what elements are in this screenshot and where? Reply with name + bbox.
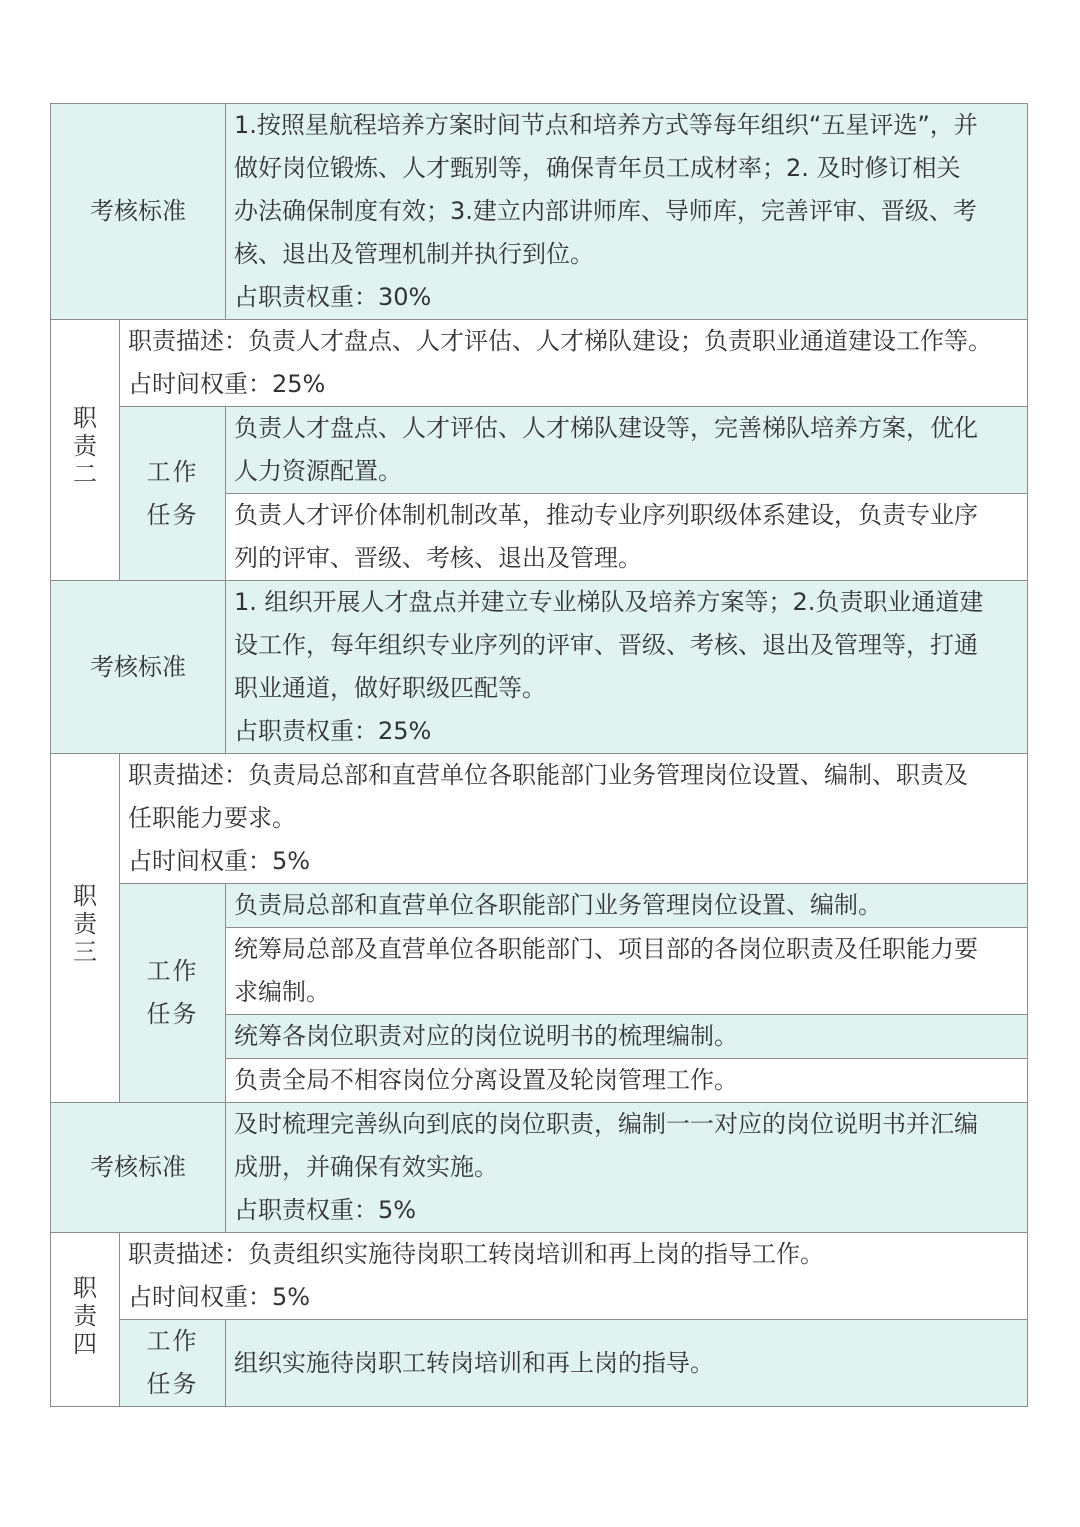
time-weight-text: 占时间权重：5% (128, 847, 311, 875)
duty-weight-text: 占职责权重：5% (234, 1196, 417, 1224)
task-line: 人力资源配置。 (234, 457, 402, 485)
task-line: 求编制。 (234, 978, 330, 1006)
assessment-line: 及时梳理完善纵向到底的岗位职责，编制一一对应的岗位说明书并汇编 (234, 1110, 978, 1138)
duty-label: 职责四 (73, 1273, 97, 1358)
assessment-content-cell (226, 581, 1028, 754)
duty-description-row (51, 1233, 1028, 1320)
assessment-line: 办法确保制度有效；3.建立内部讲师库、导师库，完善评审、晋级、考 (234, 197, 977, 225)
duty-description-row (51, 754, 1028, 884)
duty-label: 职责二 (73, 404, 97, 488)
task-label-cell (120, 1320, 226, 1407)
duty-weight-text: 占职责权重：30% (234, 283, 432, 311)
task-line: 组织实施待岗职工转岗培训和再上岗的指导。 (234, 1348, 714, 1377)
duty-label-cell (51, 1233, 120, 1407)
assessment-label: 考核标准 (90, 652, 186, 681)
assessment-content-cell (226, 1103, 1028, 1233)
duty-label-cell (51, 320, 120, 581)
duty-description-cell (120, 754, 1028, 884)
duty-description-cell (120, 1233, 1028, 1320)
task-cell (226, 928, 1028, 1015)
task-row (51, 1320, 1028, 1407)
assessment-label-cell (51, 104, 226, 320)
task-line: 统筹各岗位职责对应的岗位说明书的梳理编制。 (234, 1022, 738, 1050)
task-label: 工作任务 (146, 1327, 199, 1398)
duty-weight-text: 占职责权重：25% (234, 717, 432, 745)
assessment-line: 做好岗位锻炼、人才甄别等，确保青年员工成材率；2. 及时修订相关 (234, 154, 961, 182)
task-cell (226, 494, 1028, 581)
assessment-standard-row (51, 1103, 1028, 1233)
time-weight-text: 占时间权重：25% (128, 370, 326, 398)
duty-label: 职责三 (73, 882, 97, 966)
assessment-line: 职业通道，做好职级匹配等。 (234, 674, 546, 702)
job-duty-table-body (51, 104, 1028, 1407)
task-line: 负责人才盘点、人才评估、人才梯队建设等，完善梯队培养方案，优化 (234, 414, 978, 442)
task-line: 负责局总部和直营单位各职能部门业务管理岗位设置、编制。 (234, 891, 882, 919)
task-label-cell (120, 407, 226, 581)
job-duty-table (50, 103, 1028, 1407)
assessment-line: 成册，并确保有效实施。 (234, 1153, 498, 1181)
task-line: 统筹局总部及直营单位各职能部门、项目部的各岗位职责及任职能力要 (234, 935, 978, 963)
assessment-line: 设工作，每年组织专业序列的评审、晋级、考核、退出及管理等，打通 (234, 631, 978, 659)
duty-description-cell (120, 320, 1028, 407)
task-cell (226, 884, 1028, 928)
task-line: 列的评审、晋级、考核、退出及管理。 (234, 544, 642, 572)
task-label: 工作任务 (146, 957, 199, 1028)
task-line: 负责全局不相容岗位分离设置及轮岗管理工作。 (234, 1066, 738, 1094)
time-weight-text: 占时间权重：5% (128, 1283, 311, 1311)
task-label: 工作任务 (146, 457, 199, 529)
task-cell (226, 407, 1028, 494)
assessment-standard-row (51, 104, 1028, 320)
assessment-label-cell (51, 1103, 226, 1233)
task-cell (226, 1059, 1028, 1103)
assessment-label-cell (51, 581, 226, 754)
task-row (51, 884, 1028, 928)
duty-description-line: 职责描述：负责组织实施待岗职工转岗培训和再上岗的指导工作。 (128, 1240, 824, 1268)
duty-description-line: 职责描述：负责人才盘点、人才评估、人才梯队建设；负责职业通道建设工作等。 (128, 327, 992, 355)
assessment-line: 1.按照星航程培养方案时间节点和培养方式等每年组织“五星评选”，并 (234, 111, 978, 139)
assessment-standard-row (51, 581, 1028, 754)
task-line: 负责人才评价体制机制改革，推动专业序列职级体系建设，负责专业序 (234, 501, 978, 529)
duty-description-line: 职责描述：负责局总部和直营单位各职能部门业务管理岗位设置、编制、职责及 (128, 761, 968, 789)
assessment-line: 核、退出及管理机制并执行到位。 (234, 240, 594, 268)
task-cell (226, 1320, 1028, 1407)
duty-description-row (51, 320, 1028, 407)
assessment-content-cell (226, 104, 1028, 320)
assessment-label: 考核标准 (90, 197, 186, 225)
assessment-label: 考核标准 (90, 1153, 186, 1181)
duty-description-line: 任职能力要求。 (128, 804, 296, 832)
task-label-cell (120, 884, 226, 1103)
duty-label-cell (51, 754, 120, 1103)
assessment-line: 1. 组织开展人才盘点并建立专业梯队及培养方案等；2.负责职业通道建 (234, 588, 984, 616)
task-row (51, 407, 1028, 494)
task-cell (226, 1015, 1028, 1059)
